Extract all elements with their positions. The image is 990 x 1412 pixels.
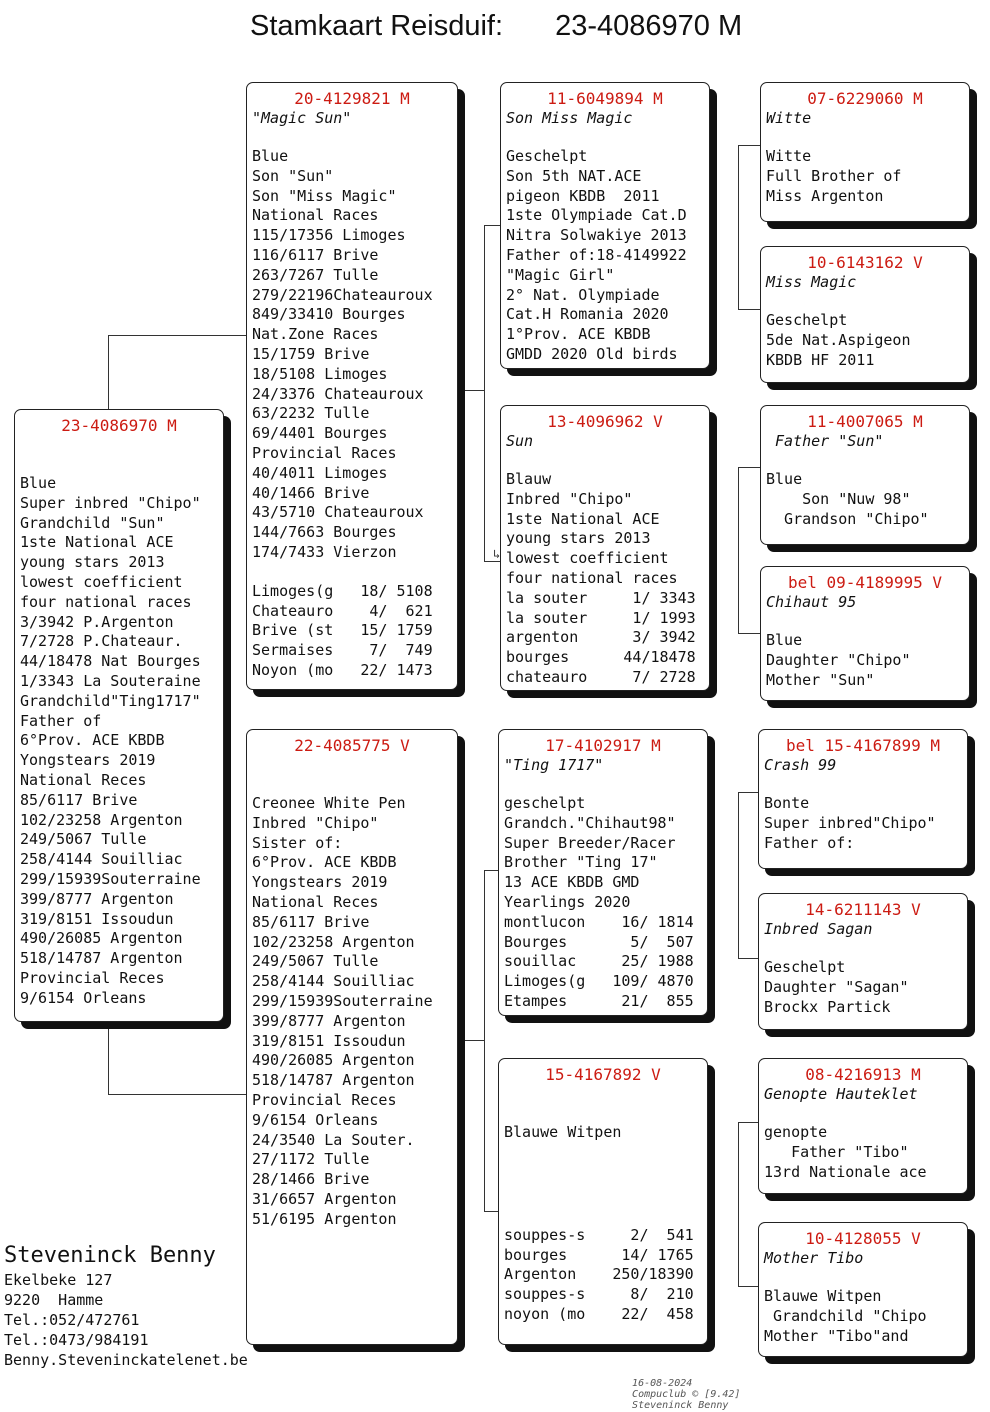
detail-line: Father of — [20, 711, 102, 730]
pigeon-details — [506, 147, 709, 365]
race-result-line: argenton 3/ 3942 — [506, 628, 696, 647]
card-father — [246, 82, 458, 690]
detail-line: 102/23258 Argenton — [20, 810, 183, 829]
detail-line: 399/8777 Argenton — [20, 889, 174, 908]
title-label: Stamkaart Reisduif: — [250, 10, 504, 42]
title-ring-number: 23-4086970 M — [555, 10, 743, 42]
detail-line: Creonee White Pen — [252, 794, 406, 812]
detail-line: 299/15939Souterraine — [20, 869, 201, 888]
detail-line: Father of: — [764, 833, 855, 852]
pigeon-name — [20, 436, 223, 455]
detail-line: Blue — [20, 474, 57, 492]
pigeon-name: Inbred Sagan — [764, 920, 873, 938]
detail-line: Brother "Ting 17" — [504, 853, 658, 872]
detail-line: Bonte — [764, 794, 810, 812]
card-ff-father — [760, 82, 970, 222]
detail-line: geschelpt — [504, 794, 586, 812]
pigeon-name: Mother Tibo — [764, 1249, 864, 1267]
pigeon-details — [764, 958, 967, 1017]
detail-line: 6°Prov. ACE KBDB — [252, 853, 397, 872]
detail-line: Son "Nuw 98" — [766, 489, 911, 508]
ring-number: 14-6211143 V — [805, 900, 921, 919]
detail-line: 263/7267 Tulle — [252, 265, 379, 284]
detail-line: "Magic Girl" — [506, 265, 615, 284]
detail-line: 9/6154 Orleans — [20, 988, 147, 1007]
detail-line: Blauwe Witpen — [504, 1123, 622, 1141]
detail-line: 319/8151 Issoudun — [20, 909, 174, 928]
pigeon-details — [506, 470, 709, 589]
card-father-father — [500, 82, 710, 369]
detail-line: 249/5067 Tulle — [20, 830, 147, 849]
connector-main-father — [108, 335, 249, 411]
pigeon-details — [766, 311, 969, 370]
detail-line: lowest coefficient — [506, 549, 669, 568]
ring-number: 11-4007065 M — [807, 412, 923, 431]
detail-line: Blauw — [506, 470, 552, 488]
card-ff-mother — [760, 246, 970, 383]
detail-line: Grandchild "Sun" — [20, 513, 165, 532]
ring-number: 20-4129821 M — [294, 89, 410, 108]
detail-line: four national races — [506, 568, 678, 587]
detail-line: 279/22196Chateauroux — [252, 285, 433, 304]
detail-line: 24/3376 Chateauroux — [252, 384, 424, 403]
pigeon-details — [766, 631, 969, 690]
detail-line: 490/26085 Argenton — [20, 929, 183, 948]
ring-number: 15-4167892 V — [545, 1065, 661, 1084]
pigeon-name: Sun — [506, 432, 534, 450]
detail-line: 40/4011 Limoges — [252, 463, 388, 482]
detail-line: 85/6117 Brive — [252, 912, 370, 931]
card-mf-father — [758, 729, 968, 869]
ring-number: bel 09-4189995 V — [787, 573, 943, 592]
ring-number: 11-6049894 M — [547, 89, 663, 108]
detail-line: Father of:18-4149922 — [506, 245, 687, 264]
pigeon-name — [504, 1085, 707, 1104]
owner-info — [4, 1242, 254, 1370]
detail-line: 2° Nat. Olympiade — [506, 285, 660, 304]
detail-line: Nat.Zone Races — [252, 325, 379, 344]
card-main-pigeon — [14, 409, 224, 1022]
race-result-line: souppes-s 2/ 541 — [504, 1225, 694, 1244]
detail-line: pigeon KBDB 2011 — [506, 186, 660, 205]
detail-line: 18/5108 Limoges — [252, 364, 388, 383]
connector-father-stub — [462, 390, 484, 391]
detail-line: young stars 2013 — [506, 529, 651, 548]
pigeon-details — [252, 794, 457, 1230]
detail-line: 63/2232 Tulle — [252, 404, 370, 423]
race-results — [506, 589, 709, 688]
detail-line: Sister of: — [252, 833, 343, 852]
detail-line: Nitra Solwakiye 2013 — [506, 226, 687, 245]
detail-line: 13rd Nationale ace — [764, 1162, 927, 1181]
detail-line: 518/14787 Argenton — [20, 949, 183, 968]
ring-number: bel 15-4167899 M — [785, 736, 941, 755]
detail-line: 9/6154 Orleans — [252, 1110, 379, 1129]
detail-line: 249/5067 Tulle — [252, 952, 379, 971]
connector-mother-stub — [462, 1040, 484, 1041]
detail-line: Father "Tibo" — [764, 1142, 909, 1161]
race-result-line: Chateauro 4/ 621 — [252, 601, 433, 620]
arrow-marker-icon: ↳ — [493, 547, 501, 561]
detail-line: 1ste Olympiade Cat.D — [506, 206, 687, 225]
pigeon-name — [252, 756, 457, 775]
pigeon-name: "Magic Sun" — [252, 109, 352, 127]
detail-line: Miss Argenton — [766, 186, 884, 205]
page-title — [250, 8, 810, 48]
race-result-line: la souter 1/ 3343 — [506, 588, 696, 607]
pigeon-name: Miss Magic — [766, 273, 857, 291]
detail-line: 69/4401 Bourges — [252, 424, 388, 443]
detail-line: Brockx Partick — [764, 997, 891, 1016]
race-result-line: souillac 25/ 1988 — [504, 952, 694, 971]
detail-line: 1°Prov. ACE KBDB — [506, 325, 651, 344]
race-result-line: Argenton 250/18390 — [504, 1265, 694, 1284]
detail-line: 299/15939Souterraine — [252, 991, 433, 1010]
detail-line: Super Breeder/Racer — [504, 833, 676, 852]
detail-line: Super inbred"Chipo" — [764, 813, 936, 832]
ring-number: 10-4128055 V — [805, 1229, 921, 1248]
connector-fm-branch — [738, 467, 761, 634]
detail-line: Daughter "Chipo" — [766, 650, 911, 669]
detail-line: Mother "Tibo"and — [764, 1326, 909, 1345]
detail-line: Grandchild"Ting1717" — [20, 691, 201, 710]
pigeon-details — [20, 474, 223, 1009]
owner-phone-2: Tel.:0473/984191 — [4, 1331, 149, 1349]
detail-line: 849/33410 Bourges — [252, 305, 406, 324]
detail-line: National Races — [252, 206, 379, 225]
detail-line: Yongstears 2019 — [252, 873, 388, 892]
detail-line: young stars 2013 — [20, 553, 165, 572]
owner-name: Steveninck Benny — [4, 1243, 216, 1268]
pigeon-details — [252, 147, 457, 563]
footer-date: 16-08-2024 — [632, 1378, 693, 1389]
detail-line: Grandchild "Chipo — [764, 1306, 927, 1325]
card-mother-father — [498, 729, 708, 1016]
detail-line: Blauwe Witpen — [764, 1287, 882, 1305]
footer-owner: Steveninck Benny — [632, 1400, 729, 1411]
race-results — [504, 913, 707, 1012]
ring-number: 13-4096962 V — [547, 412, 663, 431]
owner-phone-1: Tel.:052/472761 — [4, 1311, 140, 1329]
connector-main-mother — [108, 1026, 249, 1095]
pigeon-name: "Ting 1717" — [504, 756, 604, 774]
detail-line: genopte — [764, 1123, 828, 1141]
detail-line: 40/1466 Brive — [252, 483, 370, 502]
detail-line: lowest coefficient — [20, 572, 183, 591]
detail-line: Geschelpt — [766, 311, 848, 329]
race-results — [252, 582, 457, 681]
detail-line: KBDB HF 2011 — [766, 350, 875, 369]
card-mother-mother — [498, 1058, 708, 1345]
detail-line: 490/26085 Argenton — [252, 1051, 415, 1070]
detail-line: Son "Miss Magic" — [252, 186, 397, 205]
detail-line: Son "Sun" — [252, 166, 334, 185]
ring-number: 07-6229060 M — [807, 89, 923, 108]
pigeon-details — [764, 794, 967, 853]
footer — [620, 1367, 980, 1411]
owner-email: Benny.Steveninckatelenet.be — [4, 1351, 248, 1369]
detail-line: Blue — [252, 147, 289, 165]
card-mm-father — [758, 1058, 968, 1194]
pigeon-name: Father "Sun" — [766, 432, 884, 450]
detail-line: 43/5710 Chateauroux — [252, 503, 424, 522]
detail-line: 85/6117 Brive — [20, 790, 138, 809]
detail-line: 3/3942 P.Argenton — [20, 612, 174, 631]
detail-line: 174/7433 Vierzon — [252, 542, 397, 561]
race-result-line: souppes-s 8/ 210 — [504, 1285, 694, 1304]
race-results — [504, 1226, 707, 1325]
card-fm-father — [760, 405, 970, 545]
race-result-line: noyon (mo 22/ 458 — [504, 1304, 694, 1323]
card-mf-mother — [758, 893, 968, 1030]
detail-line: Daughter "Sagan" — [764, 977, 909, 996]
race-result-line: Noyon (mo 22/ 1473 — [252, 660, 433, 679]
race-result-line: la souter 1/ 1993 — [506, 608, 696, 627]
race-result-line: Etampes 21/ 855 — [504, 991, 694, 1010]
detail-line: 5de Nat.Aspigeon — [766, 330, 911, 349]
detail-line: 258/4144 Souilliac — [252, 972, 415, 991]
detail-line: Geschelpt — [764, 958, 846, 976]
detail-line: 7/2728 P.Chateaur. — [20, 632, 183, 651]
detail-line: 27/1172 Tulle — [252, 1150, 370, 1169]
ring-number: 23-4086970 M — [61, 416, 177, 435]
detail-line: 518/14787 Argenton — [252, 1071, 415, 1090]
owner-address: Ekelbeke 127 — [4, 1271, 113, 1289]
detail-line: Geschelpt — [506, 147, 588, 165]
pigeon-details — [504, 794, 707, 913]
detail-line: four national races — [20, 592, 192, 611]
detail-line: 258/4144 Souilliac — [20, 850, 183, 869]
detail-line: Yearlings 2020 — [504, 892, 631, 911]
detail-line: National Reces — [252, 892, 379, 911]
detail-line: 51/6195 Argenton — [252, 1209, 397, 1228]
connector-ff-branch — [738, 145, 761, 310]
card-fm-mother — [760, 566, 970, 701]
detail-line: National Reces — [20, 770, 147, 789]
pigeon-details — [504, 1123, 707, 1143]
pigeon-name: Genopte Hauteklet — [764, 1085, 918, 1103]
detail-line: 399/8777 Argenton — [252, 1011, 406, 1030]
detail-line: Son 5th NAT.ACE — [506, 166, 642, 185]
detail-line: Inbred "Chipo" — [506, 489, 633, 508]
race-result-line: Bourges 5/ 507 — [504, 932, 694, 951]
card-father-mother — [500, 405, 710, 691]
detail-line: 28/1466 Brive — [252, 1170, 370, 1189]
detail-line: Provincial Reces — [20, 968, 165, 987]
race-result-line: Limoges(g 109/ 4870 — [504, 972, 694, 991]
detail-line: 1/3343 La Souteraine — [20, 671, 201, 690]
detail-line: GMDD 2020 Old birds — [506, 344, 678, 363]
detail-line: 31/6657 Argenton — [252, 1189, 397, 1208]
pigeon-name: Son Miss Magic — [506, 109, 633, 127]
pigeon-name: Chihaut 95 — [766, 593, 857, 611]
detail-line: Full Brother of — [766, 166, 902, 185]
detail-line: Blue — [766, 470, 803, 488]
card-mm-mother — [758, 1222, 968, 1357]
detail-line: Cat.H Romania 2020 — [506, 305, 669, 324]
card-mother — [246, 729, 458, 1345]
pigeon-name: Crash 99 — [764, 756, 837, 774]
pigeon-details — [764, 1123, 967, 1182]
detail-line: 319/8151 Issoudun — [252, 1031, 406, 1050]
race-result-line: Limoges(g 18/ 5108 — [252, 581, 433, 600]
detail-line: Mother "Sun" — [766, 670, 875, 689]
detail-line: 13 ACE KBDB GMD — [504, 873, 640, 892]
detail-line: Inbred "Chipo" — [252, 813, 379, 832]
race-result-line: Sermaises 7/ 749 — [252, 641, 433, 660]
race-result-line: chateauro 7/ 2728 — [506, 667, 696, 686]
ring-number: 17-4102917 M — [545, 736, 661, 755]
detail-line: 6°Prov. ACE KBDB — [20, 731, 165, 750]
detail-line: 1ste National ACE — [20, 533, 174, 552]
footer-software: Compuclub © [9.42] — [632, 1389, 741, 1400]
pigeon-details — [766, 147, 969, 206]
ring-number: 08-4216913 M — [805, 1065, 921, 1084]
race-result-line: bourges 14/ 1765 — [504, 1245, 694, 1264]
detail-line: Witte — [766, 147, 812, 165]
pigeon-name: Witte — [766, 109, 812, 127]
detail-line: Yongstears 2019 — [20, 751, 156, 770]
detail-line: 144/7663 Bourges — [252, 523, 397, 542]
ring-number: 22-4085775 V — [294, 736, 410, 755]
detail-line: 102/23258 Argenton — [252, 932, 415, 951]
detail-line: Grandson "Chipo" — [766, 509, 929, 528]
detail-line: Super inbred "Chipo" — [20, 493, 201, 512]
detail-line: Grandch."Chihaut98" — [504, 813, 676, 832]
race-result-line: Brive (st 15/ 1759 — [252, 621, 433, 640]
detail-line: 15/1759 Brive — [252, 344, 370, 363]
detail-line: Blue — [766, 631, 803, 649]
race-result-line: bourges 44/18478 — [506, 648, 696, 667]
detail-line: 1ste National ACE — [506, 509, 660, 528]
detail-line: Provincial Reces — [252, 1090, 397, 1109]
pigeon-details — [764, 1287, 967, 1346]
pigeon-details — [766, 470, 969, 529]
owner-city: 9220 Hamme — [4, 1291, 104, 1309]
detail-line: Provincial Races — [252, 443, 397, 462]
detail-line: 24/3540 La Souter. — [252, 1130, 415, 1149]
race-result-line: montlucon 16/ 1814 — [504, 912, 694, 931]
ring-number: 10-6143162 V — [807, 253, 923, 272]
detail-line: 115/17356 Limoges — [252, 226, 406, 245]
detail-line: 116/6117 Brive — [252, 245, 379, 264]
detail-line: 44/18478 Nat Bourges — [20, 652, 201, 671]
